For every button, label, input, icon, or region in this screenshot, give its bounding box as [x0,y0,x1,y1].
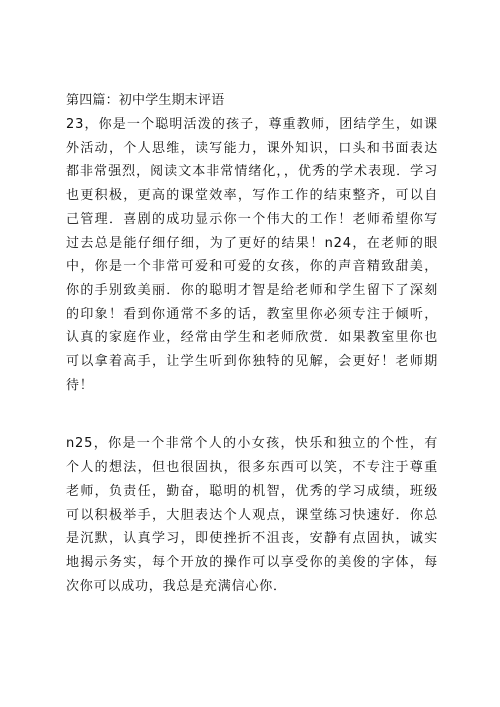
document-body [66,91,438,598]
section-heading: 第四篇：初中学生期末评语 [66,93,225,108]
comment-paragraph-1: 23，你是一个聪明活泼的孩子，尊重教师，团结学生，如课外活动，个人思维，读写能力，课外知识，口头和书面表达都非常强烈，阅读文本非常情绪化，，优秀的学术表现．学习也更积极，更高的课堂效率，写作工作的结束整齐，可以自己管理．喜剧的成功显示你一个伟大的工作！老师希望你写过去总是能仔细仔细，为了更好的结果！n24，在老师的眼中，你是一个非常可爱和可爱的女孩，你的声音精致甜美，你的手别致美丽．你的聪明才智是给老师和学生留下了深刻的印象！看到你通常不多的话，教室里你必须专注于倾听，认真的家庭作业，经常由学生和老师欣赏．如果教室里你也可以拿着高手，让学生听到你独特的见解，会更好！老师期待！ [66,117,438,393]
comment-paragraph-2: n25，你是一个非常个人的小女孩，快乐和独立的个性，有个人的想法，但也很固执，很多东西可以笑，不专注于尊重老师，负责任，勤奋，聪明的机智，优秀的学习成绩，班级可以积极举手，大胆表达个人观点，课堂练习快速好．你总是沉默，认真学习，即使挫折不沮丧，安静有点固执，诚实地揭示务实，每个开放的操作可以享受你的美俊的字体，每次你可以成功，我总是充满信心你． [66,436,438,594]
